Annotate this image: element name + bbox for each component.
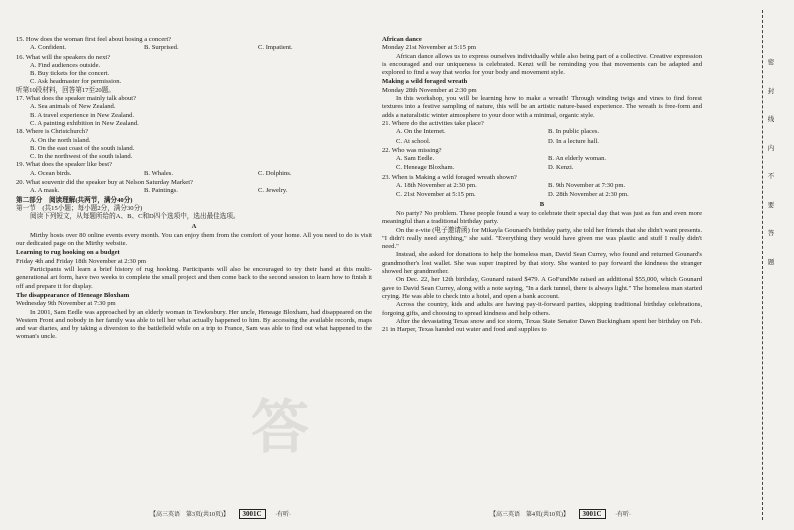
option: A. Find audiences outside. [30,61,101,69]
option: C. Dolphins. [258,169,292,177]
option: C. 21st November at 5:15 pm. [396,191,476,199]
question-16: 16. What will the speakers do next? [16,53,111,61]
seal-char: 答 [767,230,775,237]
question-18: 18. Where is Christchurch? [16,128,89,136]
event-4-title: Making a wild foraged wreath [382,78,468,86]
section-1-heading: 第一节 (共15小题；每小题2分，满分30分) [16,204,143,212]
question-23: 23. When is Making a wild foraged wreath shown? [382,173,517,181]
option: B. Paintings. [144,187,178,195]
event-3-body: African dance allows us to express ourselves individually while also being part of a collective. Creative expression is encouraged and our uniqueness is celebrated. Kenzi will be reminding you that movements can be adapted and explored to find a way that works for your body and movement style. [382,52,702,77]
option: D. Kenzi. [548,164,574,172]
option: B. Surprised. [144,44,179,52]
question-21-options-cd [396,138,702,146]
seal-char: 不 [767,173,775,180]
left-column [16,36,372,342]
option: A. Confident. [30,44,67,52]
option: B. Buy tickets for the concert. [30,70,110,78]
seal-char: 密 [767,59,775,66]
footer-brand: ·有听· [275,512,292,518]
seal-char: 封 [767,87,775,95]
passage-a-label: A [191,222,197,230]
event-4-date: Monday 28th November at 2:30 pm [382,86,477,94]
option: D. In a lecture hall. [548,137,599,145]
part-2-heading: 第二部分 阅读理解(共两节，满分40分) [16,196,133,204]
option: A. On the north island. [30,136,91,144]
watermark-stamp: 答 [250,395,309,460]
section-1-instruction: 阅读下列短文，从每题所给的A、B、C和D四个选项中，选出最佳选项。 [30,213,240,221]
footer-right-page [490,510,631,520]
option: C. At school. [396,137,431,145]
option: A. Sam Eedle. [396,155,435,163]
event-1-date: Friday 4th and Friday 18th November at 2:30 pm [16,257,147,265]
seal-char: 题 [767,258,775,266]
option: A. On the Internet. [396,128,446,136]
event-4-body: In this workshop, you will be learning how to make a wreath! Through winding twigs and vines to find forest textures into a festive sampling of nature, this will be an artistic nature-based experience. The wreath is free-form and adds a naturalistic winter atmosphere to your door with a minimal, organic style. [382,95,702,119]
option: A. Ocean birds. [30,169,72,177]
event-1-body: Participants will learn a brief history of rug hooking. Participants will also be encouraged to try their hand at this multi-generational art form, have two weeks to complete the small project and then come back to the second session to learn how to finish it off and prepare it for display. [16,266,372,290]
option: B. In public places. [548,128,600,136]
question-17: 17. What does the speaker mainly talk about? [16,95,136,103]
footer-brand: ·有听· [615,512,632,518]
option: C. Heneage Bloxham. [396,164,455,172]
question-22-options-ab [396,155,702,163]
question-21: 21. Where do the activities take place? [382,119,484,127]
seal-notice [766,60,776,288]
seal-char: 内 [767,144,775,152]
passage-b-paragraph: On Dec. 22, her 12th birthday, Gounard raised $479. A GoFundMe raised an additional $55,000, which Gounard gave to David Sean Currey, along with a note saying, "In a dark tunnel, there is always light." The homeless man started crying. He was able to check into a hotel, and open a bank account. [382,276,702,300]
question-22-options-cd [396,164,702,172]
option: A. 18th November at 2:30 pm. [396,182,477,190]
option: B. An elderly woman. [548,155,607,163]
passage-a-intro: Mirthy hosts over 80 online events every month. You can enjoy them from the comfort of your home. All you need to do is visit our dedicated page on the Mirthy website. [16,231,372,248]
option: A. Sea animals of New Zealand. [30,103,116,111]
event-2-date: Wednesday 9th November at 7:30 pm [16,300,116,308]
option: C. Ask headmaster for permission. [30,78,122,86]
seal-dashed-line [762,10,763,520]
option: C. Impatient. [258,44,293,52]
event-1-title: Learning to rug hooking on a budget [16,249,120,257]
page-label: 【高三英语 第4页(共10页)】 [490,512,569,518]
option: C. Jewelry. [258,187,288,195]
instruction-17-20: 听第10段材料，回答第17至20题。 [16,86,115,94]
event-2-body: In 2001, Sam Eedle was approached by an elderly woman in Tewkesbury. Her uncle, Heneage Bloxham, had disappeared on the Western Front and nobody in her family was able to tell her what actually happened to him. By accessing the available records, maps and war diaries, and by taking a diversion to the battlefield while on a trip to France, Sam was able to find out what happened to the woman's uncle. [16,308,372,341]
passage-b-paragraph: On the e-vite (电子邀请函) for Mikayla Gounard's birthday party, she told her friends that she didn't want presents. "I didn't really need anything," she said. "Everything they would have given me was plastic and stuff I really didn't need." [382,226,702,251]
option: B. A travel experience in New Zealand. [30,111,134,119]
option: C. A painting exhibition in New Zealand. [30,119,139,127]
question-20-options [30,187,372,195]
question-23-options-cd [396,191,702,199]
question-15-options [30,44,372,52]
seal-line-margin [744,0,794,530]
question-23-options-ab [396,182,702,190]
footer-left-page [150,510,291,520]
event-2-title: The disappearance of Heneage Bloxham [16,291,130,299]
question-22: 22. Who was missing? [382,146,442,154]
page-label: 【高三英语 第3页(共10页)】 [150,512,229,518]
exam-code: 3001C [579,509,606,519]
question-21-options-ab [396,128,702,136]
passage-b-paragraph: Across the country, kids and adults are having pay-it-forward parties, skipping traditional birthday celebrations, forgoing gifts, and choosing to spread kindness and help others. [382,301,702,317]
passage-b-paragraph: After the devastating Texas snow and ice storm, Texas State Senator Dawn Buckingham spent her birthday on Feb. 21 in Harper, Texas handed out water and food and supplies to [382,317,702,334]
question-15: 15. How does the woman first feel about hosing a concert? [16,36,172,43]
question-19-options [30,170,372,178]
question-19: 19. What does the speaker like best? [16,161,113,169]
option: B. On the east coast of the south island. [30,144,135,152]
event-3-title: African dance [382,36,422,43]
passage-b-label: B [539,200,545,208]
exam-code: 3001C [239,509,266,519]
passage-b-paragraph: Instead, she asked for donations to help the homeless man, David Sean Currey, who found and returned Gounard's grandmother's lost wallet. She was super inspired by that story. She wanted to pay forward the kindness the stranger showed her grandmother. [382,251,702,276]
right-column [382,36,702,334]
option: B. 9th November at 7:30 pm. [548,182,626,190]
passage-b-paragraph: No party? No problem. These people found a way to celebrate their special day that was just as fun and even more meaningful than a traditional birthday party. [382,209,702,226]
seal-char: 线 [767,116,775,123]
question-20: 20. What souvenir did the speaker buy at Nelson Saturday Market? [16,179,193,187]
option: D. 28th November at 2:30 pm. [548,191,629,199]
option: B. Whales. [144,169,173,177]
option: A. A mask. [30,187,60,195]
event-3-date: Monday 21st November at 5:15 pm [382,44,476,52]
option: C. In the northwest of the south island. [30,153,133,161]
seal-char: 要 [767,201,775,209]
